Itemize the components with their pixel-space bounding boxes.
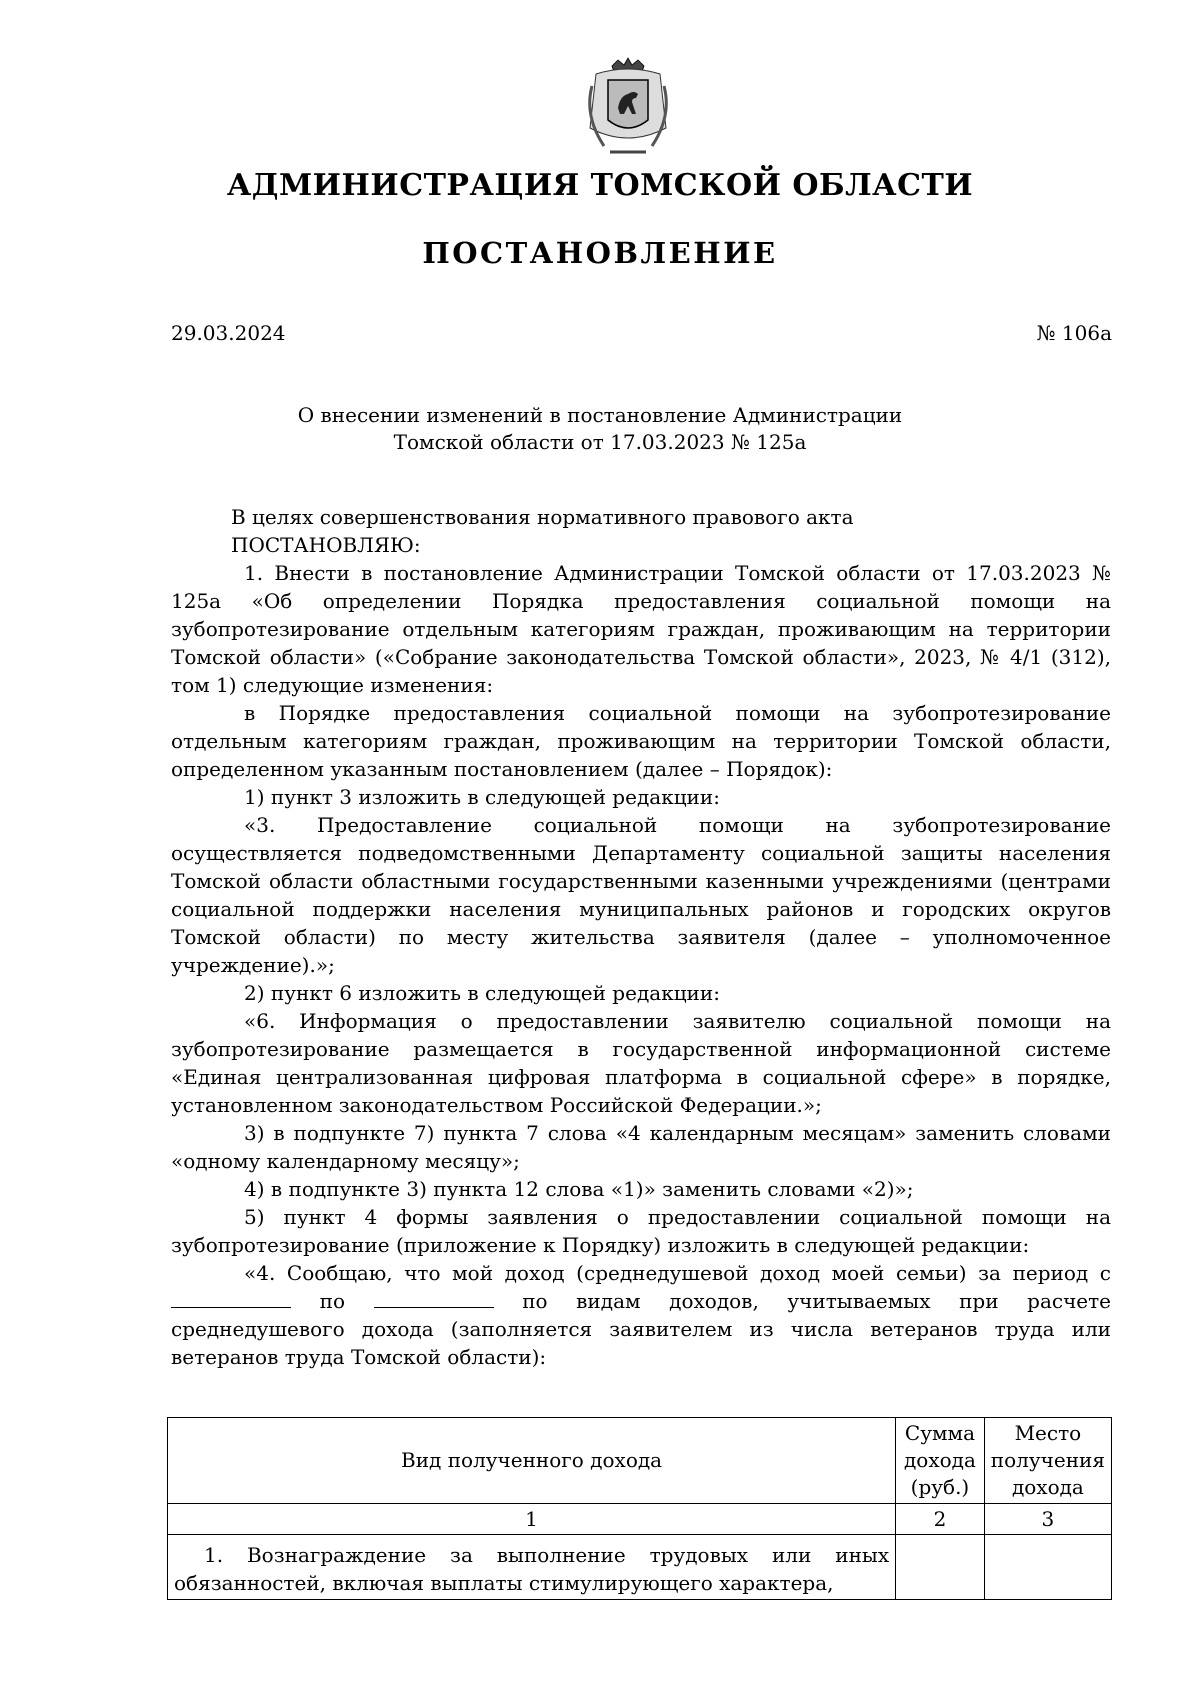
paragraph-subitem-2: 2) пункт 6 изложить в следующей редакции:: [244, 981, 720, 1005]
paragraph-subitem-4: 4) в подпункте 3) пункта 12 слова «1)» заменить словами «2)»;: [244, 1177, 914, 1201]
index-cell-1: 1: [168, 1504, 896, 1535]
title-line-1: О внесении изменений в постановление Администрации: [297, 403, 903, 427]
table-header-row: [168, 1418, 1112, 1504]
paragraph-income-statement: [171, 1259, 1111, 1371]
resolve-word: ПОСТАНОВЛЯЮ:: [231, 533, 421, 557]
header-income-amount: Сумма дохода (руб.): [896, 1418, 985, 1504]
income-amount-cell: [896, 1535, 985, 1600]
organization-name: АДМИНИСТРАЦИЯ ТОМСКОЙ ОБЛАСТИ: [226, 168, 974, 203]
paragraph-point-3: «3. Предоставление социальной помощи на зубопротезирование осуществляется подведомственными Департаменту социальной защиты населения Томской области областными государственными казенными учреждениями (центрами социальной поддержки населения муниципальных районов и городских округов Томской области) по месту жительства заявителя (далее – уполномоченное учреждение).»;: [171, 813, 1111, 977]
paragraph-item-1: 1. Внести в постановление Администрации Томской области от 17.03.2023 № 125а «Об определении Порядка предоставления социальной помощи на зубопротезирование отдельным категориям граждан, проживающим на территории Томской области» («Собрание законодательства Томской области», 2023, № 4/1 (312), том 1) следующие изменения:: [171, 561, 1111, 697]
income-type-cell: 1. Вознаграждение за выполнение трудовых или иных обязанностей, включая выплаты стимулирующего характера,: [168, 1535, 896, 1600]
table-index-row: [168, 1504, 1112, 1535]
document-number: № 106а: [1036, 321, 1112, 345]
period-from-blank: [171, 1289, 291, 1308]
income-text-part-2: по: [319, 1289, 345, 1313]
preamble-paragraph: В целях совершенствования нормативного правового акта: [231, 505, 854, 529]
document-body: [171, 503, 1111, 1371]
income-table: [167, 1417, 1112, 1600]
title-line-2: Томской области от 17.03.2023 № 125а: [393, 430, 807, 454]
paragraph-subitem-1: 1) пункт 3 изложить в следующей редакции:: [244, 785, 720, 809]
document-title: [0, 402, 1200, 456]
document-type: ПОСТАНОВЛЕНИЕ: [422, 236, 778, 270]
table-row: [168, 1535, 1112, 1600]
index-cell-3: 3: [984, 1504, 1111, 1535]
header-income-type: Вид полученного дохода: [168, 1418, 896, 1504]
paragraph-order: в Порядке предоставления социальной помощи на зубопротезирование отдельным категориям граждан, проживающим на территории Томской области, определенном указанным постановлением (далее – Порядок):: [171, 701, 1111, 781]
paragraph-point-6: «6. Информация о предоставлении заявителю социальной помощи на зубопротезирование размещается в государственной информационной системе «Единая централизованная цифровая платформа в социальной сфере» в порядке, установленном законодательством Российской Федерации.»;: [171, 1009, 1111, 1117]
document-date: 29.03.2024: [171, 321, 286, 345]
index-cell-2: 2: [896, 1504, 985, 1535]
paragraph-subitem-5: 5) пункт 4 формы заявления о предоставлении социальной помощи на зубопротезирование (приложение к Порядку) изложить в следующей редакции:: [171, 1205, 1111, 1257]
income-text-part-3: по видам доходов, учитываемых при расчете среднедушевого дохода (заполняется заявителем из числа ветеранов труда или ветеранов труда Томской области):: [171, 1289, 1112, 1369]
period-to-blank: [374, 1289, 494, 1308]
income-text-part-1: «4. Сообщаю, что мой доход (среднедушевой доход моей семьи) за период с: [244, 1261, 1111, 1285]
header-income-place: Место получения дохода: [984, 1418, 1111, 1504]
paragraph-subitem-3: 3) в подпункте 7) пункта 7 слова «4 календарным месяцам» заменить словами «одному календарному месяцу»;: [171, 1121, 1111, 1173]
income-place-cell: [984, 1535, 1111, 1600]
coat-of-arms-emblem: [582, 56, 674, 158]
